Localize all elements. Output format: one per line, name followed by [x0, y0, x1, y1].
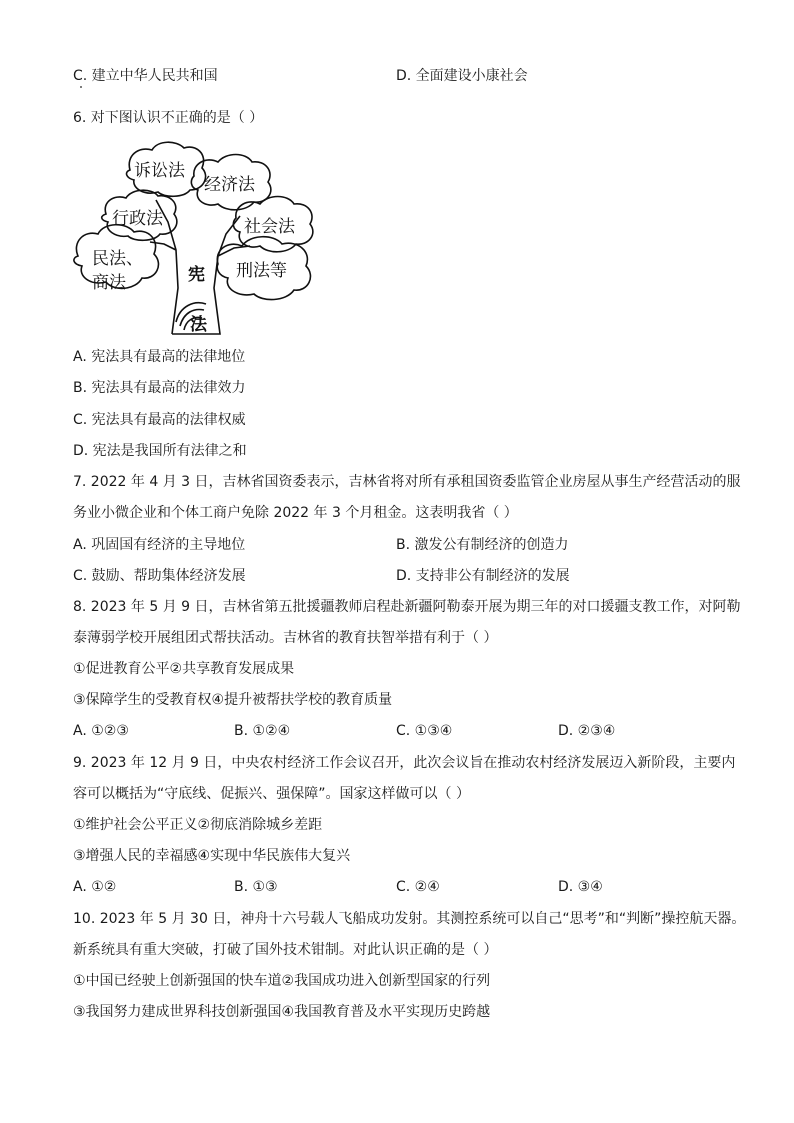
q8-option-c: C. ①③④ [396, 723, 453, 739]
q9-option-b: B. ①③ [234, 879, 278, 895]
q6-option-d: D. 宪法是我国所有法律之和 [73, 443, 247, 459]
q6-option-a: A. 宪法具有最高的法律地位 [73, 349, 246, 365]
q6-option-c: C. 宪法具有最高的法律权威 [73, 412, 246, 428]
q5-option-c: C. 建立中华人民共和国 [73, 68, 218, 84]
q10-stem-line1: 10. 2023 年 5 月 30 日，神舟十六号载人飞船成功发射。其测控系统可以自己“思考”和“判断”操控航天器。 [73, 911, 746, 927]
label-xingfa: 刑法等 [236, 261, 287, 281]
q10-item-line2: ③我国努力建成世界科技创新强国④我国教育普及水平实现历史跨越 [73, 1004, 491, 1020]
q7-option-b: B. 激发公有制经济的创造力 [396, 537, 569, 553]
q9-option-a: A. ①② [73, 879, 117, 895]
q8-item-line1: ①促进教育公平②共享教育发展成果 [73, 661, 295, 677]
scan-dot [80, 86, 82, 88]
label-xian: 宪 [188, 265, 205, 285]
q8-stem-line2: 泰薄弱学校开展组团式帮扶活动。吉林省的教育扶智举措有利于（ ） [73, 630, 498, 646]
q6-stem: 6. 对下图认识不正确的是（ ） [73, 110, 264, 126]
q5-option-d: D. 全面建设小康社会 [396, 68, 528, 84]
label-jingjifa: 经济法 [204, 175, 255, 195]
q7-option-a: A. 巩固国有经济的主导地位 [73, 537, 246, 553]
label-shangfa: 商法 [92, 273, 126, 293]
label-xingzhengfa: 行政法 [112, 209, 163, 229]
q9-option-c: C. ②④ [396, 879, 440, 895]
q7-option-c: C. 鼓励、帮助集体经济发展 [73, 568, 246, 584]
q9-item-line1: ①维护社会公平正义②彻底消除城乡差距 [73, 817, 323, 833]
q8-item-line2: ③保障学生的受教育权④提升被帮扶学校的教育质量 [73, 692, 393, 708]
q8-option-b: B. ①②④ [234, 723, 291, 739]
law-tree-figure [68, 138, 328, 338]
q8-option-a: A. ①②③ [73, 723, 129, 739]
q8-option-d: D. ②③④ [558, 723, 616, 739]
q9-stem-line2: 容可以概括为“守底线、促振兴、强保障”。国家这样做可以（ ） [73, 786, 470, 802]
q6-option-b: B. 宪法具有最高的法律效力 [73, 380, 246, 396]
label-minfa: 民法、 [92, 249, 143, 269]
q7-stem-line1: 7. 2022 年 4 月 3 日，吉林省国资委表示，吉林省将对所有承租国资委监管企业房屋从事生产经营活动的服 [73, 474, 741, 490]
label-susongfa: 诉讼法 [134, 161, 185, 181]
label-fa: 法 [190, 315, 207, 335]
q9-stem-line1: 9. 2023 年 12 月 9 日，中央农村经济工作会议召开，此次会议旨在推动农村经济发展迈入新阶段，主要内 [73, 755, 736, 771]
q9-option-d: D. ③④ [558, 879, 603, 895]
q8-stem-line1: 8. 2023 年 5 月 9 日，吉林省第五批援疆教师启程赴新疆阿勒泰开展为期三年的对口援疆支教工作，对阿勒 [73, 599, 741, 615]
q9-item-line2: ③增强人民的幸福感④实现中华民族伟大复兴 [73, 848, 351, 864]
q10-stem-line2: 新系统具有重大突破，打破了国外技术钳制。对此认识正确的是（ ） [73, 942, 498, 958]
q7-stem-line2: 务业小微企业和个体工商户免除 2022 年 3 个月租金。这表明我省（ ） [73, 505, 518, 521]
q10-item-line1: ①中国已经驶上创新强国的快车道②我国成功进入创新型国家的行列 [73, 973, 491, 989]
q7-option-d: D. 支持非公有制经济的发展 [396, 568, 570, 584]
label-shehuifa: 社会法 [244, 217, 295, 237]
